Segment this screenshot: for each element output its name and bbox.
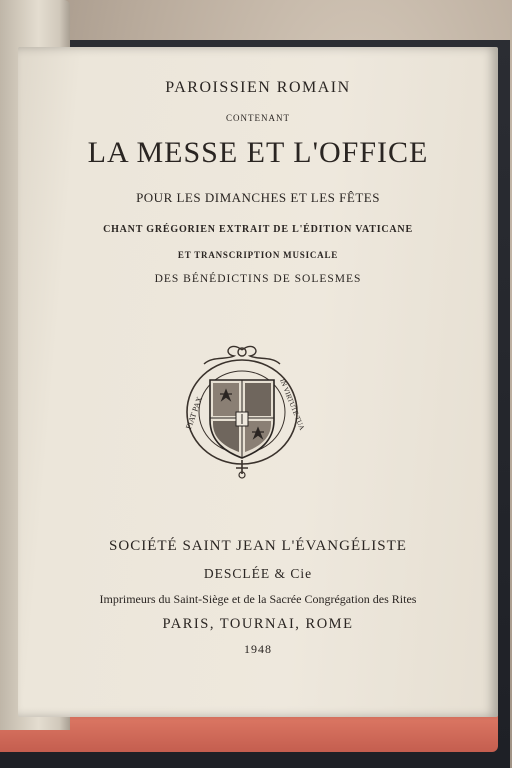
- places-line: PARIS, TOURNAI, ROME: [162, 616, 354, 632]
- main-title: LA MESSE ET L'OFFICE: [87, 136, 429, 169]
- contenant-label: CONTENANT: [226, 113, 290, 123]
- chant-line: CHANT GRÉGORIEN EXTRAIT DE L'ÉDITION VATICANE: [103, 224, 413, 235]
- coat-of-arms-emblem: [182, 342, 306, 480]
- printers-line: Imprimeurs du Saint-Siège et de la Sacrée Congrégation des Rites: [99, 592, 417, 606]
- emblem-motto-right: IN VIRTUTE TUA: [278, 377, 306, 432]
- publication-year: 1948: [244, 642, 272, 656]
- book-series-title: PAROISSIEN ROMAIN: [165, 79, 351, 96]
- publisher-name: SOCIÉTÉ SAINT JEAN L'ÉVANGÉLISTE: [109, 538, 407, 554]
- publisher-company: DESCLÉE & Cie: [203, 566, 313, 581]
- benedictins-line: DES BÉNÉDICTINS DE SOLESMES: [154, 273, 362, 285]
- transcription-line: ET TRANSCRIPTION MUSICALE: [177, 250, 339, 260]
- emblem-motto-left: FIAT PAX: [184, 395, 205, 431]
- subtitle: POUR LES DIMANCHES ET LES FÊTES: [136, 190, 380, 205]
